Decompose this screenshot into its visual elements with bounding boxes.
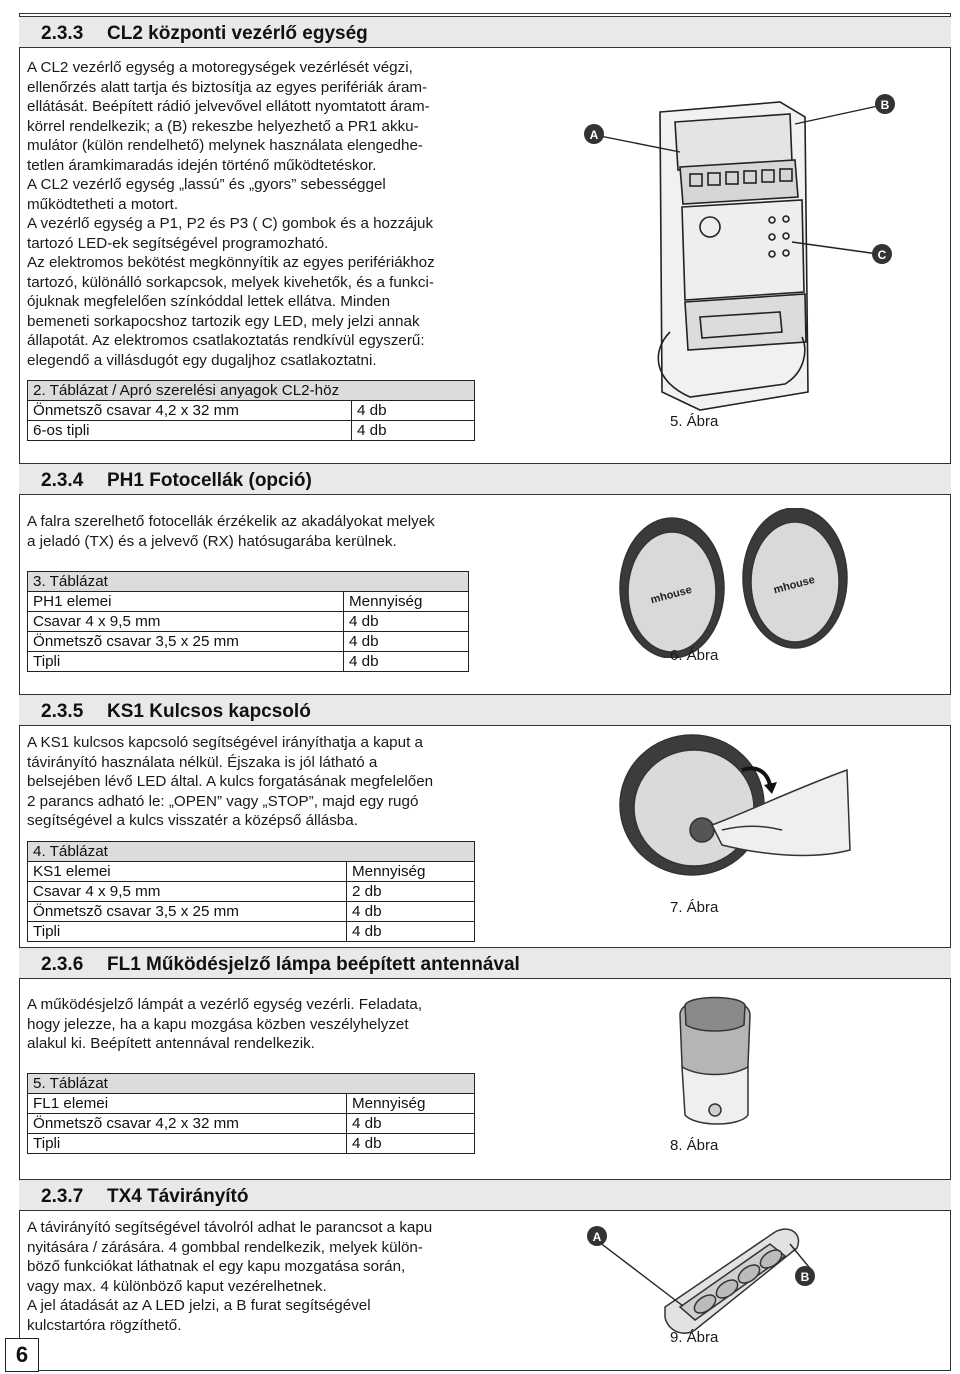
section-heading-2-3-7 xyxy=(19,1179,951,1211)
table-2 xyxy=(27,380,475,441)
section-number: 2.3.6 xyxy=(41,954,84,975)
section-heading-2-3-6 xyxy=(19,947,951,979)
text-line: vagy max. 4 különböző kaput vezérelhetnek. xyxy=(27,1277,327,1295)
callout-label: A xyxy=(589,128,599,142)
text-line: 2 parancs adható le: „OPEN” vagy „STOP”, majd egy rugó xyxy=(27,792,419,810)
text-line: mulátor (külön rendelhető) melynek használata elengedhe- xyxy=(27,137,423,154)
figure-caption: 8. Ábra xyxy=(670,1137,719,1154)
table-4 xyxy=(27,841,475,942)
table-cell: 4 db xyxy=(352,401,475,421)
table-cell: Önmetszõ csavar 4,2 x 32 mm xyxy=(28,1114,347,1134)
section-title: KS1 Kulcsos kapcsoló xyxy=(107,701,311,722)
text-line: A falra szerelhető fotocellák érzékelik az akadályokat melyek xyxy=(27,513,435,530)
table-cell: Önmetszõ csavar 4,2 x 32 mm xyxy=(28,401,352,421)
text-line: A működésjelző lámpát a vezérlő egység vezérli. Feladata, xyxy=(27,996,423,1013)
text-line: működtetheti a motort. xyxy=(27,195,179,213)
table-cell: 4 db xyxy=(344,632,469,652)
text-line: távirányító használata nélkül. Éjszaka is jól látható a xyxy=(27,753,378,771)
text-line: Az elektromos bekötést megkönnyítik az egyes perifériákhoz xyxy=(27,254,435,271)
text-line: elegendő a villásdugót egy dugaljhoz csatlakoztatni. xyxy=(27,351,377,369)
table-cell: Mennyiség xyxy=(347,1094,475,1114)
table-cell: 4 db xyxy=(344,612,469,632)
text-line: A KS1 kulcsos kapcsoló segítségével irányíthatja a kaput a xyxy=(27,734,423,751)
table-cell: Mennyiség xyxy=(344,592,469,612)
section-title: PH1 Fotocellák (opció) xyxy=(107,470,312,491)
table-row xyxy=(28,632,469,652)
text-line: alakul ki. Beépített antennával rendelkezik. xyxy=(27,1035,315,1052)
figure-caption: 5. Ábra xyxy=(670,413,719,430)
section-title: FL1 Működésjelző lámpa beépített antennával xyxy=(107,954,520,975)
brand-logo: mhouse xyxy=(772,573,817,597)
remote-control-figure xyxy=(585,1212,815,1337)
figure-caption: 6. Ábra xyxy=(670,647,719,664)
callout-label: C xyxy=(877,248,887,262)
table-caption: 2. Táblázat / Apró szerelési anyagok CL2-höz xyxy=(28,381,475,401)
figure-caption: 9. Ábra xyxy=(670,1329,719,1346)
section-number: 2.3.4 xyxy=(41,470,84,491)
table-cell: 2 db xyxy=(347,882,475,902)
table-caption: 3. Táblázat xyxy=(28,572,469,592)
text-line: ellenőrzés alatt tartja és biztosítja az egyes perifériák áram- xyxy=(27,78,428,96)
table-cell: Csavar 4 x 9,5 mm xyxy=(28,612,344,632)
text-line: belsejében lévő LED által. A kulcs forgatásának megfelelően xyxy=(27,773,434,790)
section-number: 2.3.3 xyxy=(41,23,84,44)
table-cell: Tipli xyxy=(28,652,344,672)
text-line: A vezérlő egység a P1, P2 és P3 ( C) gombok és a hozzájuk xyxy=(27,215,434,232)
section-body xyxy=(27,1218,432,1335)
table-3 xyxy=(27,571,469,672)
table-cell: 4 db xyxy=(347,922,475,942)
table-cell: 6-os tipli xyxy=(28,421,352,441)
text-line: A távirányító segítségével távolról adhat le parancsot a kapu xyxy=(27,1219,433,1236)
text-line: ellátását. Beépített rádió jelvevővel ellátott nyomtatott áram- xyxy=(27,98,430,115)
section-body xyxy=(27,733,433,831)
table-cell: FL1 elemei xyxy=(28,1094,347,1114)
table-cell: 4 db xyxy=(347,1134,475,1154)
table-cell: 4 db xyxy=(347,902,475,922)
table-cell: Mennyiség xyxy=(347,862,475,882)
brand-logo: mhouse xyxy=(649,583,694,607)
page-number: 6 xyxy=(5,1338,39,1372)
table-row xyxy=(28,882,475,902)
table-row xyxy=(28,421,475,441)
table-caption: 4. Táblázat xyxy=(28,842,475,862)
callout-label: B xyxy=(800,1270,810,1284)
text-line: ójuknak megfelelően színkóddal lettek ellátva. Minden xyxy=(27,293,391,310)
key-switch-figure xyxy=(612,730,852,880)
section-heading-2-3-5 xyxy=(19,694,951,726)
section-number: 2.3.5 xyxy=(41,701,84,722)
section-heading-2-3-3 xyxy=(19,16,951,48)
control-unit-figure xyxy=(580,92,900,427)
table-row xyxy=(28,612,469,632)
text-line: kulcstartóra rögzíthető. xyxy=(27,1316,182,1334)
text-line: tartozó, különálló sorkapcsok, melyek kivehetők, és a funkci- xyxy=(27,273,434,291)
section-body xyxy=(27,512,435,551)
text-line: tetlen áramkimaradás idején történő működtetéskor. xyxy=(27,156,377,174)
table-5 xyxy=(27,1073,475,1154)
table-row xyxy=(28,592,469,612)
text-line: tartozó LED-ek segítségével programozható. xyxy=(27,234,329,252)
text-line: bemeneti sorkapocshoz tartozik egy LED, mely jelzi annak xyxy=(27,312,420,330)
table-row xyxy=(28,1114,475,1134)
section-title: CL2 központi vezérlő egység xyxy=(107,23,368,44)
table-cell: Tipli xyxy=(28,922,347,942)
flashing-lamp-figure xyxy=(660,985,770,1135)
text-line: A CL2 vezérlő egység „lassú” és „gyors” sebességgel xyxy=(27,176,386,193)
callout-label: A xyxy=(592,1230,602,1244)
table-row xyxy=(28,922,475,942)
table-cell: KS1 elemei xyxy=(28,862,347,882)
table-row xyxy=(28,652,469,672)
text-line: állapotát. Az elektromos csatlakoztatás rendkívül egyszerű: xyxy=(27,332,425,349)
table-cell: PH1 elemei xyxy=(28,592,344,612)
table-row xyxy=(28,1094,475,1114)
section-title: TX4 Távirányító xyxy=(107,1186,249,1207)
section-body xyxy=(27,995,422,1054)
table-row xyxy=(28,1134,475,1154)
table-caption: 5. Táblázat xyxy=(28,1074,475,1094)
section-heading-2-3-4 xyxy=(19,463,951,495)
table-cell: 4 db xyxy=(344,652,469,672)
section-body xyxy=(27,58,435,370)
table-row xyxy=(28,902,475,922)
text-line: segítségével a kulcs visszatér a középső állásba. xyxy=(27,812,358,829)
text-line: körrel rendelkezik; a (B) rekeszbe helyezhető a PR1 akku- xyxy=(27,117,419,135)
table-cell: Önmetszõ csavar 3,5 x 25 mm xyxy=(28,632,344,652)
callout-label: B xyxy=(880,98,890,112)
text-line: nyitására / zárására. 4 gombbal rendelkezik, melyek külön- xyxy=(27,1238,423,1256)
photocell-figure xyxy=(610,508,860,658)
table-row xyxy=(28,862,475,882)
text-line: hogy jelezze, ha a kapu mozgása közben veszélyhelyzet xyxy=(27,1015,409,1033)
figure-caption: 7. Ábra xyxy=(670,899,719,916)
table-row xyxy=(28,401,475,421)
section-number: 2.3.7 xyxy=(41,1186,84,1207)
table-cell: Önmetszõ csavar 3,5 x 25 mm xyxy=(28,902,347,922)
text-line: A CL2 vezérlő egység a motoregységek vezérlését végzi, xyxy=(27,59,413,76)
table-cell: Tipli xyxy=(28,1134,347,1154)
table-cell: 4 db xyxy=(347,1114,475,1134)
table-cell: 4 db xyxy=(352,421,475,441)
text-line: A jel átadását az A LED jelzi, a B furat segítségével xyxy=(27,1297,371,1314)
table-cell: Csavar 4 x 9,5 mm xyxy=(28,882,347,902)
text-line: a jeladó (TX) és a jelvevő (RX) hatósugarába kerülnek. xyxy=(27,532,397,550)
text-line: böző funkciókat láthatnak el egy kapu mozgatása során, xyxy=(27,1258,406,1275)
